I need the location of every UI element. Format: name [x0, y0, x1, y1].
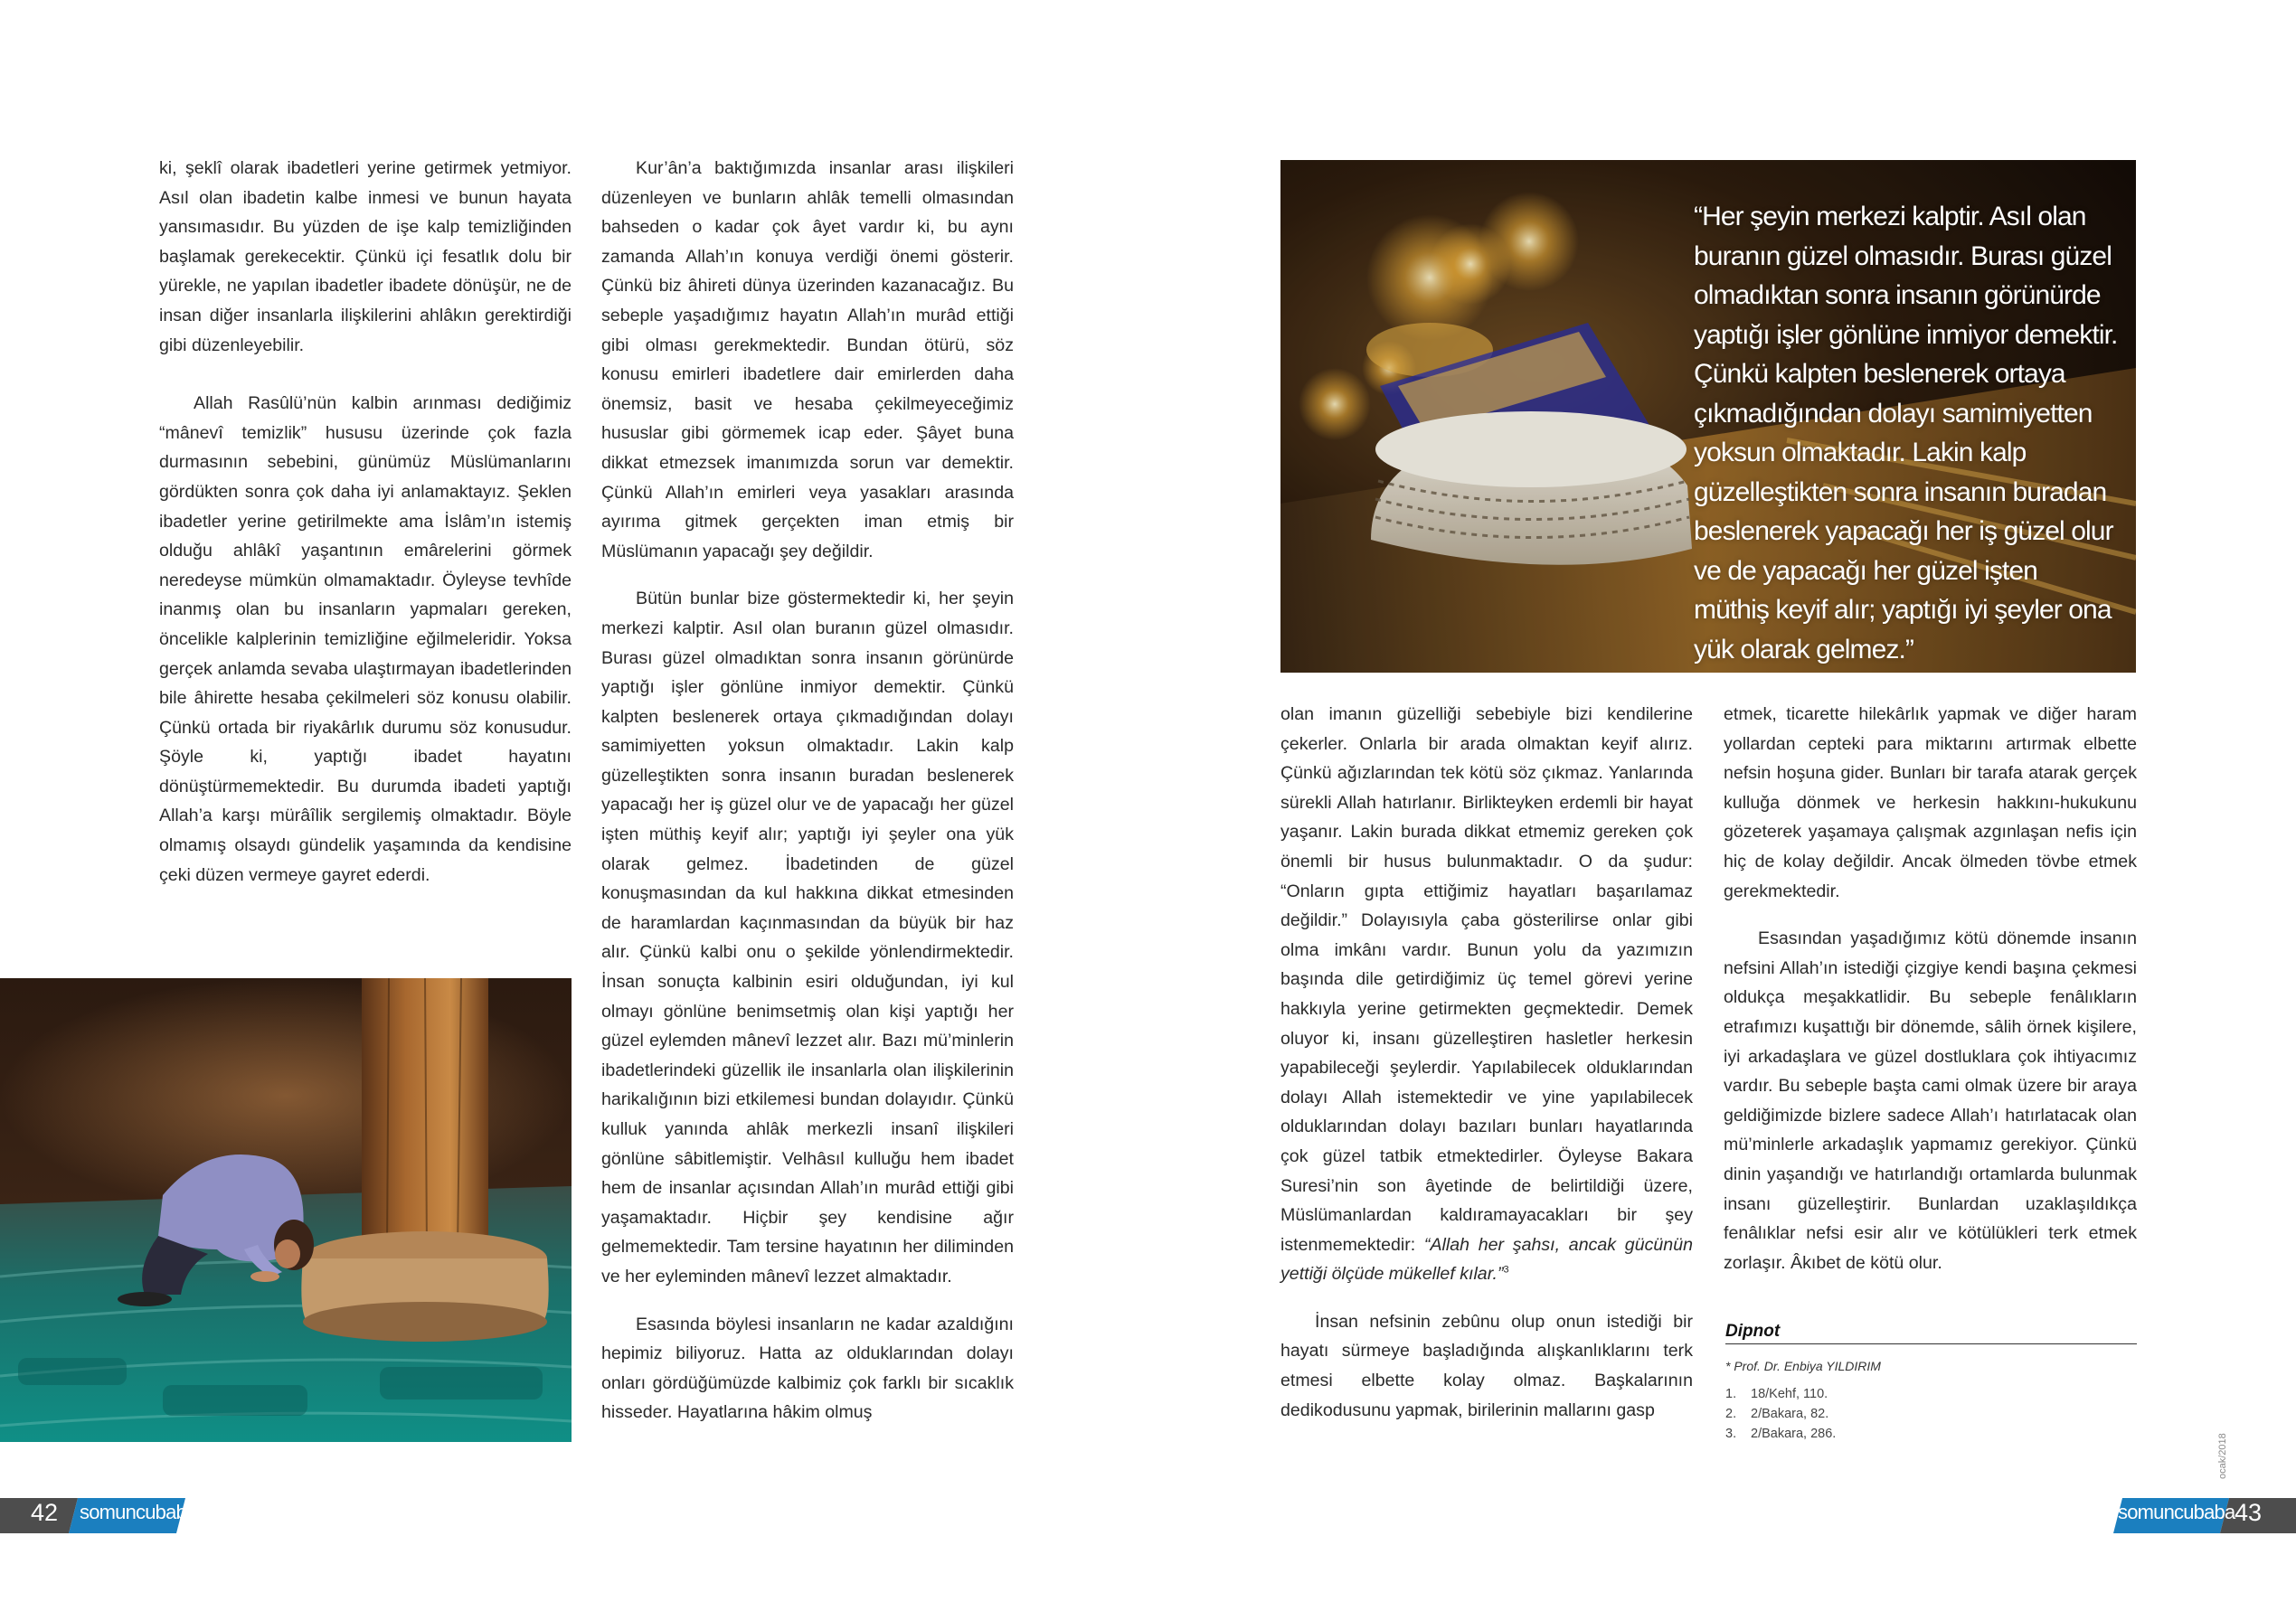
page-number-left: 42 — [31, 1499, 59, 1526]
paragraph: etmek, ticarette hilekârlık yapmak ve diğer haram yollardan cepteki para miktarını artırmak elbette nefsin hoşuna gider. Bunları bir tarafa atarak gerçek kulluğa dönmek ve herkesin hakkını-hukukunu gözeterek yaşamaya çalışmak azgınlaşan nefis için hiç de kolay değildir. Ancak ölmeden tövbe etmek gerekmektedir. — [1724, 704, 2137, 901]
footnote-item — [1725, 1404, 1836, 1424]
quoted-verse: “Allah her şahsı, ancak gücünün yettiği ölçüde mükellef kılar.” — [1280, 1234, 1693, 1285]
footnote-text: 2/Bakara, 286. — [1751, 1427, 1837, 1441]
paragraph: Esasından yaşadığımız kötü dönemde insanın nefsini Allah’ın istediği çizgiye kendi başına çekmesi oldukça meşakkatlidir. Bu sebeple fenâlıkların etrafımızı kuşattığı bir dönemde, sâlih örnek kişilere, iyi arkadaşlara ve güzel dostluklara çok ihtiyacımız vardır. Bu sebeple başta cami olmak üzere bir araya geldiğimizde bizlere sadece Allah’ı hatırlatacak olan mü’minlerle arkadaşlık yapmamız gerekiyor. Çünkü dinin yaşandığı ve hatırlandığı ortamlarda bulunmak insanı güzelleştirir. Bunlardan uzaklaşıldıkça fenâlıklar nefsi esir alır ve kötülükleri terk etmek zorlaşır. Âkıbet de kötü olur. — [1724, 928, 2137, 1273]
praying-man-photo — [0, 978, 572, 1442]
pull-quote: “Her şeyin merkezi kalptir. Asıl olan buranın güzel olmasıdır. Burası güzel olmadıktan sonra insanın görünürde yaptığı işler gönlüne inmiyor demektir. Çünkü kalpten beslenerek ortaya çıkmadığından dolayı samimiyetten yoksun olmaktadır. Lakin kalp güzelleştikten sonra insanın buradan beslenerek yapacağı her iş güzel olur ve de yapacağı her güzel işten müthiş keyif alır; yaptığı iyi şeyler ona yük olarak gelmez.” — [1694, 202, 2118, 664]
footnote-list — [1725, 1384, 1836, 1444]
footnote-title: Dipnot — [1725, 1322, 1781, 1341]
page-number-right: 43 — [2235, 1499, 2263, 1526]
paragraph: İnsan nefsinin zebûnu olup onun istediği bir hayatı sürmeye başladığında alışkanlıklarını terk etmesi elbette kolay olmaz. Başkalarının dedikodusunu yapmak, birilerinin mallarını gasp — [1280, 1311, 1693, 1420]
footnote-ref: 3 — [1503, 1264, 1509, 1276]
issue-date: ocak/2018 — [2217, 1433, 2228, 1479]
footnote-number: 1. — [1725, 1387, 1737, 1401]
paragraph: Esasında böylesi insanların ne kadar azaldığını hepimiz biliyoruz. Hatta az olduklarından dolayı onları gördüğümüzde kalbimiz çok farklı bir sıcaklık hisseder. Hayatlarına hâkim olmuş — [601, 1314, 1014, 1423]
footnote-number: 3. — [1725, 1427, 1737, 1441]
brand-logo-right: somuncubaba — [2118, 1501, 2235, 1523]
left-column-2 — [601, 154, 1014, 1428]
footnote-text: 2/Bakara, 82. — [1751, 1407, 1829, 1421]
footnote-author: * Prof. Dr. Enbiya YILDIRIM — [1725, 1359, 1881, 1373]
footnote-item — [1725, 1384, 1836, 1404]
footnote-divider — [1725, 1343, 2137, 1344]
paragraph: Kur’ân’a baktığımızda insanlar arası ilişkileri düzenleyen ve bunların ahlâk temelli olmasından bahseden o kadar çok âyet vardır ki, bu aynı zamanda Allah’ın konuya verdiği önemi gösterir. Çünkü biz âhireti dünya üzerinden kazanacağız. Bu sebeple yaşadığımız hayatın Allah’ın murâd ettiği gibi olması gerekmektedir. Bundan ötürü, söz konusu emirleri ibadetlere dair emirlerden daha önemsiz, basit ve hesaba çekilmeyeceğimiz hususlar gibi görmemek icap eder. Şâyet buna dikkat etmezsek imanımızda sorun var demektir. Çünkü Allah’ın emirleri veya yasakları arasında ayırıma gitmek gerçekten iman etmiş bir Müslümanın yapacağı şey değildir. — [601, 158, 1014, 561]
footnote-item — [1725, 1424, 1836, 1444]
footnote-text: 18/Kehf, 110. — [1751, 1387, 1828, 1401]
footnote-number: 2. — [1725, 1407, 1737, 1421]
left-column-1 — [159, 154, 572, 890]
brand-logo-left: somuncubaba — [80, 1501, 197, 1523]
right-column-2 — [1724, 700, 2137, 1277]
paragraph: Allah Rasûlü’nün kalbin arınması dediğimiz “mânevî temizlik” hususu üzerinde çok fazla durmasının sebebini, günümüz Müslümanlarını gördükten sonra çok daha iyi anlamaktayız. Şeklen ibadetler yerine getirilmekte ama İslâm’ın istemiş olduğu ahlâkî yaşantının emârelerini görmek neredeyse mümkün olmamaktadır. Öyleyse tevhîde inanmış olan bu insanların yapmaları gereken, öncelikle kalplerinin temizliğine eğilmeleridir. Yoksa gerçek anlamda sevaba ulaştırmayan ibadetlerinden bile âhirette hesaba çekilmeleri söz konusu olabilir. Çünkü ortada bir riyakârlık durumu söz konusudur. Şöyle ki, yaptığı ibadet hayatını dönüştürmemektedir. Bu durumda ibadeti yaptığı Allah’a karşı mürâîlik sergilemiş olmaktadır. Böyle olmamış olsaydı gündelik yaşamında da kendisine çeki düzen vermeye gayret ederdi. — [159, 393, 572, 885]
paragraph-text: olan imanın güzelliği sebebiyle bizi kendilerine çekerler. Onlarla bir arada olmaktan keyif alırız. Çünkü ağızlarından tek kötü söz çıkmaz. Yanlarında sürekli Allah hatırlanır. Birlikteyken erdemli bir hayat yaşanır. Lakin burada dikkat etmemiz gereken çok önemli bir husus bulunmaktadır. O da şudur: “Onların gıpta ettiğimiz hayatları başarılamaz değildir.” Dolayısıyla çaba gösterilirse onlar gibi olma imkânı vardır. Bunun yolu da yazımızın başında dile getirdiğimiz üç temel görevi yerine hakkıyla yerine getirmekten geçmektedir. Demek oluyor ki, insanı güzelleştiren hasletler herkesin yapabileceği şeylerdir. Yapılabilecek olduklarından dolayı Allah istemektedir ve yine yapılabilecek olduklarından dolayı bazıları bunları hayatlarında çok güzel tatbik etmektedirler. Öyleyse Bakara Suresi’nin son âyetinde de belirtildiği üzere, Müslümanlardan kaldıramayacakları bir şey istenmemektedir: — [1280, 704, 1693, 1255]
paragraph: Bütün bunlar bize göstermektedir ki, her şeyin merkezi kalptir. Asıl olan buranın güzel olmasıdır. Burası güzel olmadıktan sonra insanın görünürde yaptığı işler gönlüne inmiyor demektir. Çünkü kalpten beslenerek ortaya çıkmadığından dolayı samimiyetten yoksun olmaktadır. Lakin kalp güzelleştikten sonra insanın buradan beslenerek yapacağı her iş güzel olur ve de yapacağı her güzel işten müthiş keyif alır; yaptığı iyi şeyler ona yük olarak gelmez. İbadetinden de güzel konuşmasından da kul hakkına dikkat etmesinden de haramlardan kaçınmasından da büyük bir haz alır. Çünkü kalbi onu o şekilde yönlendirmektedir. İnsan sonuçta kalbinin esiri olduğundan, iyi kul olmayı gönlüne benimsetmiş olan kişi yaptığı her güzel eylemden mânevî lezzet alır. Bazı mü’minlerin ibadetlerindeki güzellik ile insanlarla olan ilişkilerinin harikalığının bizi etkilemesi bundan dolayıdır. Çünkü kulluk yanında ahlâk merkezli insanî ilişkileri gönlüne sâbitlemiştir. Velhâsıl kulluğu hem ibadet hem de insanlar açısından Allah’ın murâd ettiği gibi yaşamaktadır. Hiçbir şey kendisine ağır gelmemektedir. Tam tersine hayatının her diliminden ve her eyleminden mânevî lezzet almaktadır. — [601, 589, 1014, 1286]
paragraph: ki, şeklî olarak ibadetleri yerine getirmek yetmiyor. Asıl olan ibadetin kalbe inmesi ve bunun hayata yansımasıdır. Bu yüzden de işe kalp temizliğinden başlamak gerekecektir. Çünkü içi fesatlık dolu bir yürekle, ne yapılan ibadetler ibadete dönüşür, ne de insan diğer insanlarla ilişkilerini ahlâkın gerektirdiği gibi düzenleyebilir. — [159, 158, 572, 355]
right-column-1 — [1280, 700, 1693, 1425]
paragraph — [1280, 700, 1693, 1289]
